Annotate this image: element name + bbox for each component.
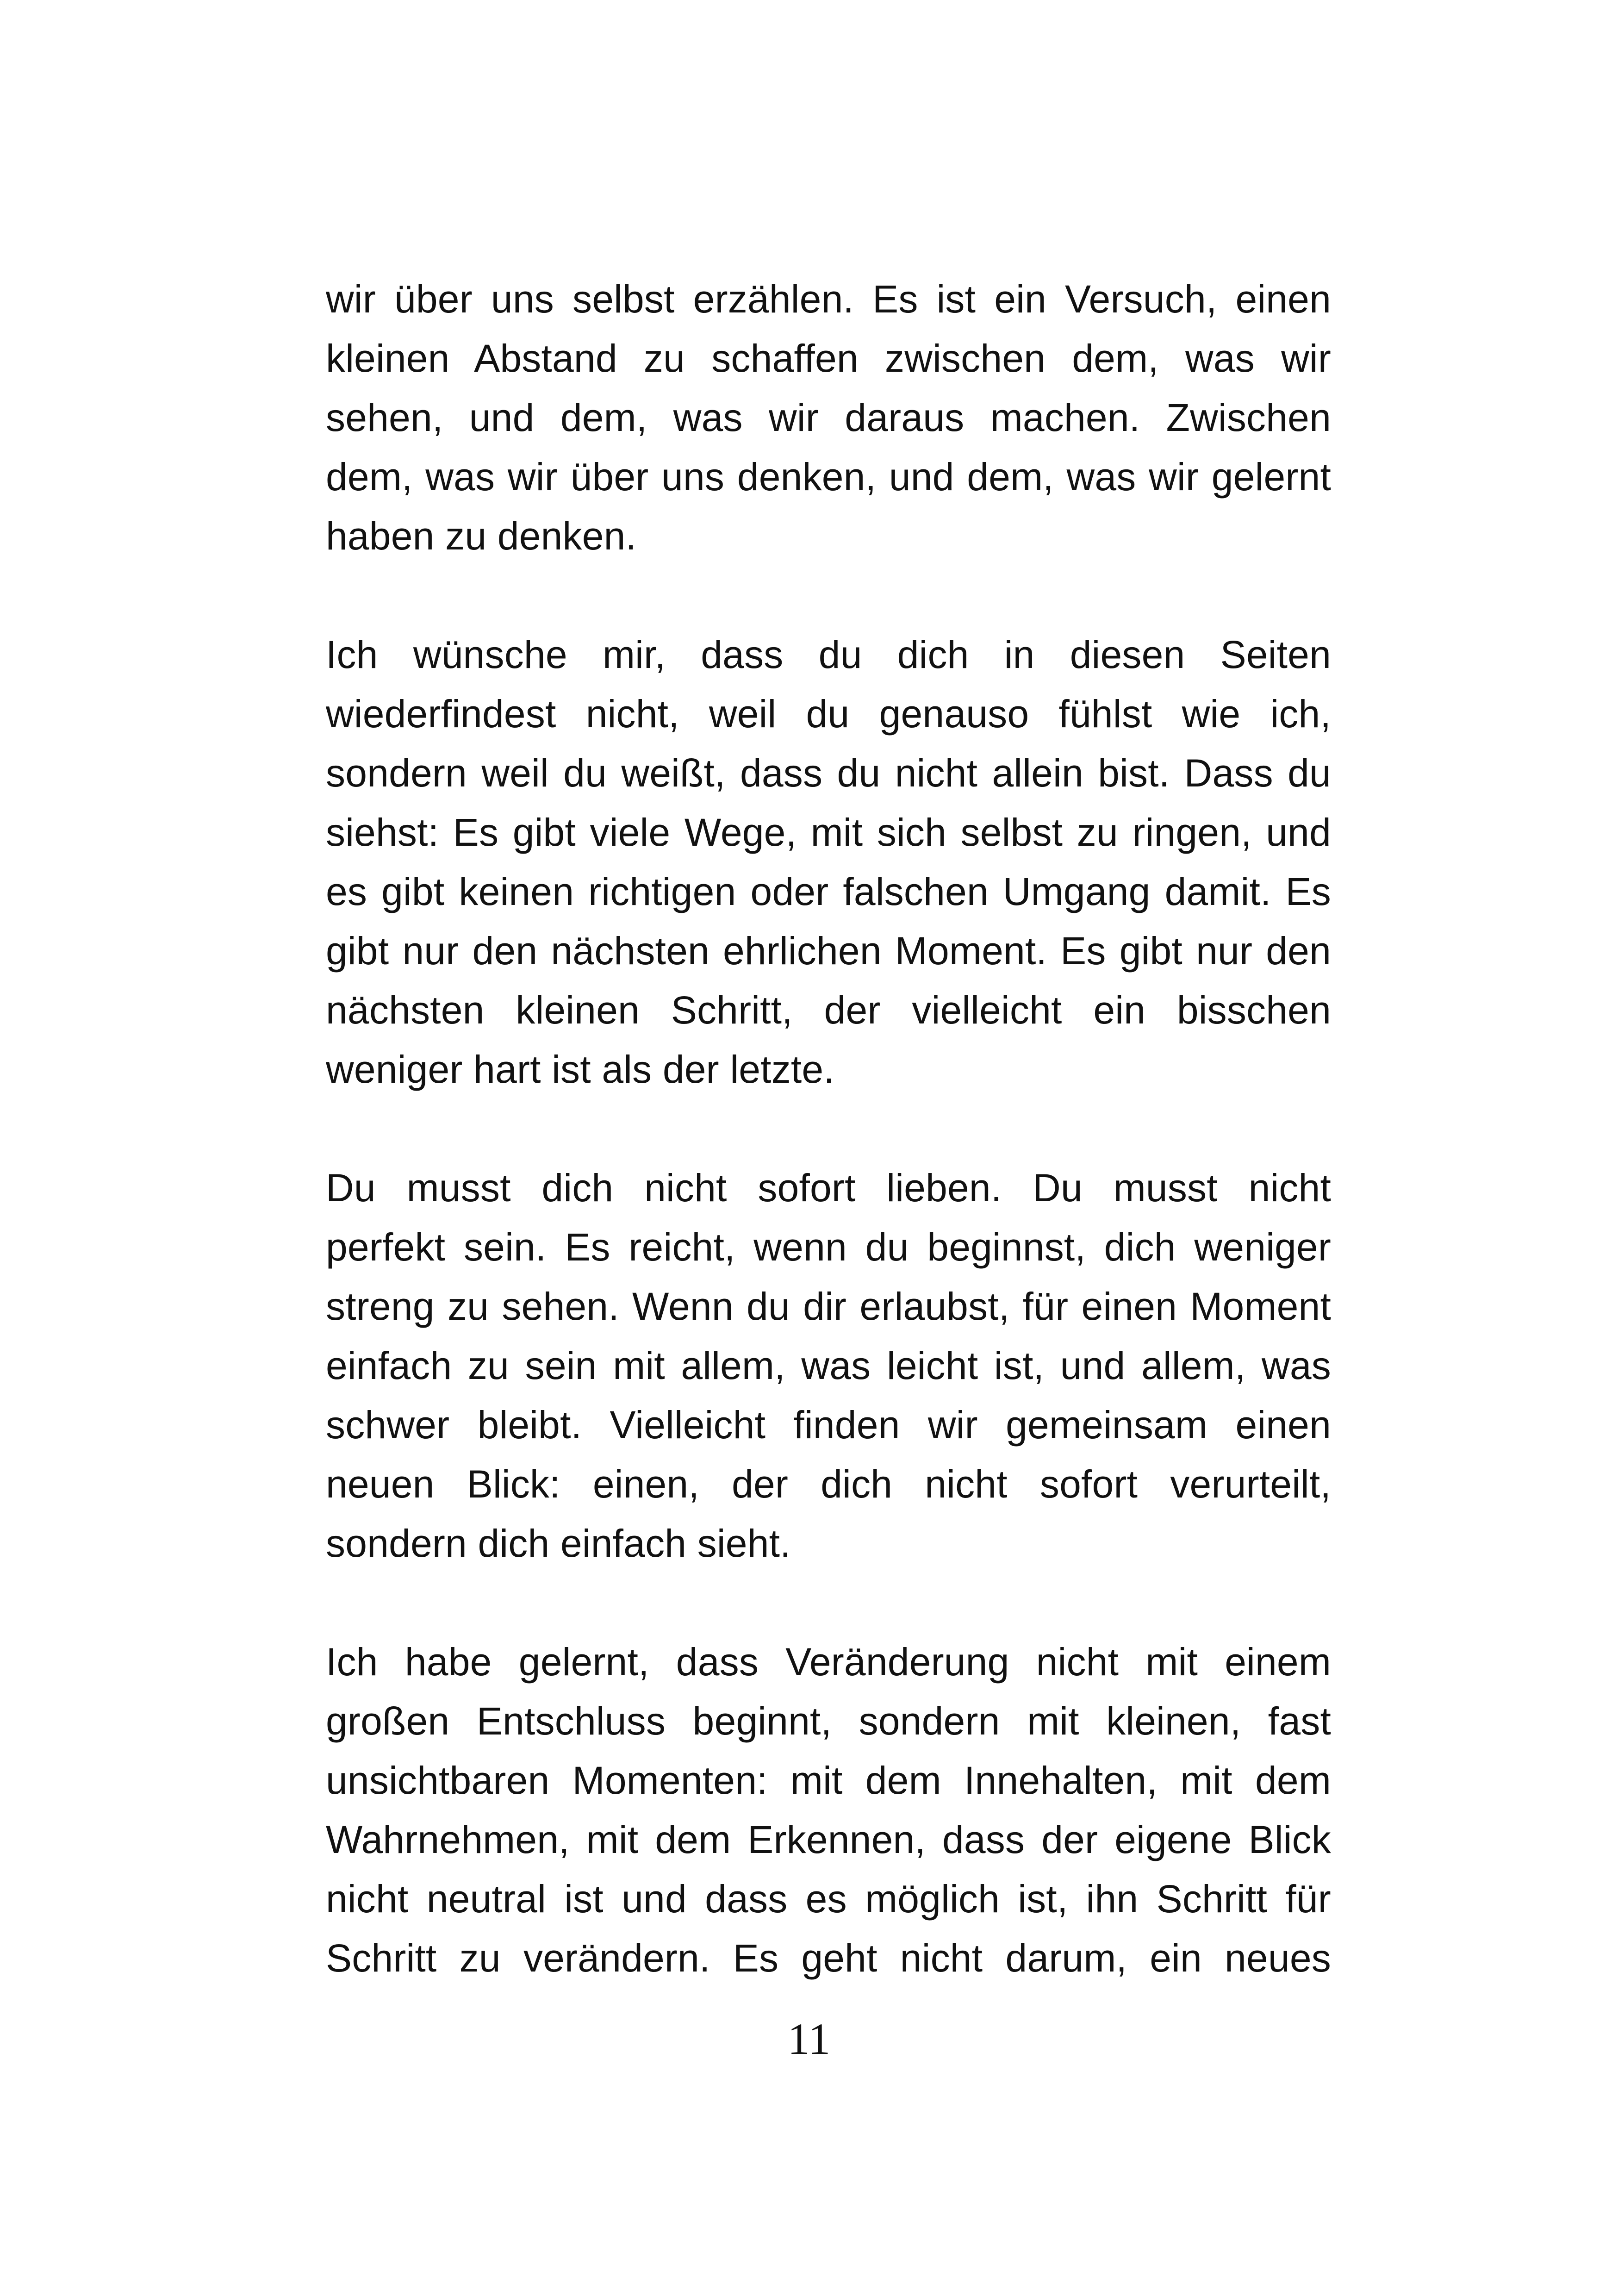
text-line: wiederfindest nicht, weil du genauso fühlst wie ich, — [326, 692, 1331, 736]
paragraph-4 — [326, 1632, 1331, 1988]
text-line: sondern weil du weißt, dass du nicht allein bist. Dass du — [326, 751, 1331, 795]
text-line: es gibt keinen richtigen oder falschen Umgang damit. Es — [326, 870, 1331, 913]
text-line: Ich habe gelernt, dass Veränderung nicht mit einem — [326, 1640, 1331, 1684]
text-line: neuen Blick: einen, der dich nicht sofort verurteilt, — [326, 1462, 1331, 1506]
paragraph-2 — [326, 625, 1331, 1099]
paragraph-1 — [326, 269, 1331, 566]
text-line: schwer bleibt. Vielleicht finden wir gemeinsam einen — [326, 1403, 1331, 1447]
page-number: 11 — [787, 2014, 831, 2064]
body-text — [326, 269, 1331, 2047]
text-line: Wahrnehmen, mit dem Erkennen, dass der eigene Blick — [326, 1818, 1331, 1861]
text-line: kleinen Abstand zu schaffen zwischen dem, was wir — [326, 337, 1331, 380]
text-line: großen Entschluss beginnt, sondern mit kleinen, fast — [326, 1699, 1331, 1743]
text-line: einfach zu sein mit allem, was leicht ist, und allem, was — [326, 1344, 1331, 1387]
text-line: nächsten kleinen Schritt, der vielleicht ein bisschen — [326, 988, 1331, 1032]
text-line: streng zu sehen. Wenn du dir erlaubst, für einen Moment — [326, 1285, 1331, 1328]
text-line: haben zu denken. — [326, 514, 637, 558]
text-line: perfekt sein. Es reicht, wenn du beginnst, dich weniger — [326, 1225, 1331, 1269]
text-line: weniger hart ist als der letzte. — [326, 1048, 834, 1091]
text-line: sehen, und dem, was wir daraus machen. Zwischen — [326, 396, 1331, 439]
text-line: gibt nur den nächsten ehrlichen Moment. Es gibt nur den — [326, 929, 1331, 973]
text-line: Du musst dich nicht sofort lieben. Du musst nicht — [326, 1166, 1331, 1210]
text-line: unsichtbaren Momenten: mit dem Innehalten, mit dem — [326, 1759, 1331, 1802]
text-line: wir über uns selbst erzählen. Es ist ein Versuch, einen — [326, 277, 1331, 321]
paragraph-3 — [326, 1158, 1331, 1573]
text-line: siehst: Es gibt viele Wege, mit sich selbst zu ringen, und — [326, 811, 1331, 854]
text-line: sondern dich einfach sieht. — [326, 1522, 791, 1565]
text-line: nicht neutral ist und dass es möglich ist, ihn Schritt für — [326, 1877, 1331, 1921]
text-line: dem, was wir über uns denken, und dem, was wir gelernt — [326, 455, 1331, 499]
text-line: Ich wünsche mir, dass du dich in diesen Seiten — [326, 633, 1331, 676]
text-line: Schritt zu verändern. Es geht nicht darum, ein neues — [326, 1936, 1331, 1980]
